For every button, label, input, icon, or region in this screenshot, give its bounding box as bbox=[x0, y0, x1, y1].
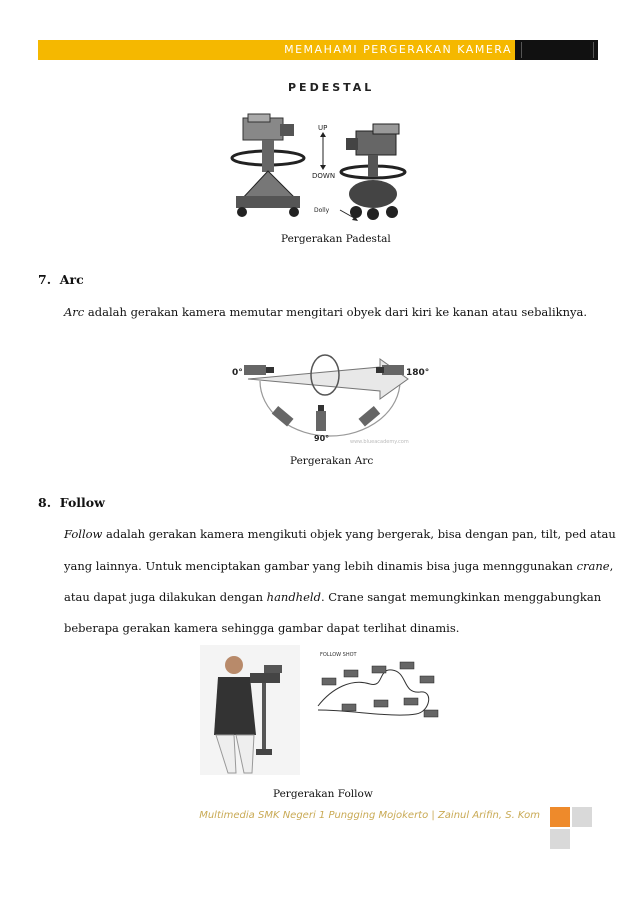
arc-caption: Pergerakan Arc bbox=[290, 455, 374, 467]
follow-shot-cameras bbox=[322, 662, 438, 717]
follow-line-4-text: beberapa gerakan kamera sehingga gambar dapat terlihat dinamis. bbox=[64, 621, 460, 635]
arc-camera-bottom-left bbox=[272, 406, 294, 427]
pedestal-figure bbox=[228, 76, 418, 226]
follow-shot-label: FOLLOW SHOT bbox=[320, 652, 357, 658]
arc-label-180: 180° bbox=[406, 368, 430, 378]
follow-line-2 bbox=[64, 559, 614, 573]
pedestal-camera-right bbox=[341, 124, 405, 220]
follow-term: Follow bbox=[64, 527, 103, 541]
arc-camera-bottom-right bbox=[358, 406, 380, 427]
crane-term: crane bbox=[576, 559, 610, 573]
arc-text: adalah gerakan kamera memutar mengitari obyek dari kiri ke kanan atau sebaliknya. bbox=[84, 305, 588, 319]
follow-line-3-text: atau dapat juga dilakukan dengan bbox=[64, 590, 267, 604]
follow-line-3 bbox=[64, 590, 602, 604]
header-title: MEMAHAMI PERGERAKAN KAMERA bbox=[284, 43, 512, 56]
arc-description bbox=[64, 305, 587, 319]
arc-label-0: 0° bbox=[232, 368, 243, 378]
follow-person-photo bbox=[200, 645, 300, 775]
arc-term: Arc bbox=[64, 305, 85, 319]
follow-heading bbox=[38, 495, 105, 510]
pedestal-label-up: UP bbox=[318, 124, 328, 132]
arc-camera-bottom bbox=[316, 405, 326, 431]
follow-line-2-end: , bbox=[609, 559, 614, 573]
handheld-term: handheld bbox=[266, 590, 321, 604]
arc-heading-title: Arc bbox=[59, 272, 84, 287]
arc-heading-number: 7. bbox=[38, 272, 52, 287]
follow-line-1-text: adalah gerakan kamera mengikuti objek yang bergerak, bisa dengan pan, tilt, ped atau bbox=[102, 527, 616, 541]
follow-line-1 bbox=[64, 527, 616, 541]
pedestal-caption: Pergerakan Padestal bbox=[281, 233, 391, 245]
footer-square-gray-right bbox=[572, 807, 592, 827]
follow-shot-diagram bbox=[312, 648, 442, 730]
arc-figure bbox=[230, 345, 430, 445]
follow-line-2-text: yang lainnya. Untuk menciptakan gambar yang lebih dinamis bisa juga mennggunakan bbox=[64, 559, 577, 573]
arc-camera-left bbox=[244, 365, 274, 375]
pedestal-camera-left bbox=[232, 114, 304, 217]
arc-heading bbox=[38, 272, 84, 287]
footer-square-gray-bottom bbox=[550, 829, 570, 849]
pedestal-label-dolly: Dolly bbox=[314, 207, 330, 214]
pedestal-label-down: DOWN bbox=[312, 172, 336, 180]
pedestal-heading: PEDESTAL bbox=[288, 81, 375, 94]
arc-label-90: 90° bbox=[314, 434, 330, 443]
arc-watermark: www.blueacademy.com bbox=[350, 439, 409, 445]
footer-square-orange bbox=[550, 807, 570, 827]
follow-caption: Pergerakan Follow bbox=[273, 788, 373, 800]
follow-heading-title: Follow bbox=[59, 495, 105, 510]
follow-line-3-end: . Crane sangat memungkinkan menggabungkan bbox=[320, 590, 602, 604]
footer-text: Multimedia SMK Negeri 1 Pungging Mojokerto | Zainul Arifin, S. Kom bbox=[199, 810, 540, 821]
follow-heading-number: 8. bbox=[38, 495, 52, 510]
header-dark-inner bbox=[521, 42, 594, 58]
follow-line-4 bbox=[64, 621, 459, 635]
